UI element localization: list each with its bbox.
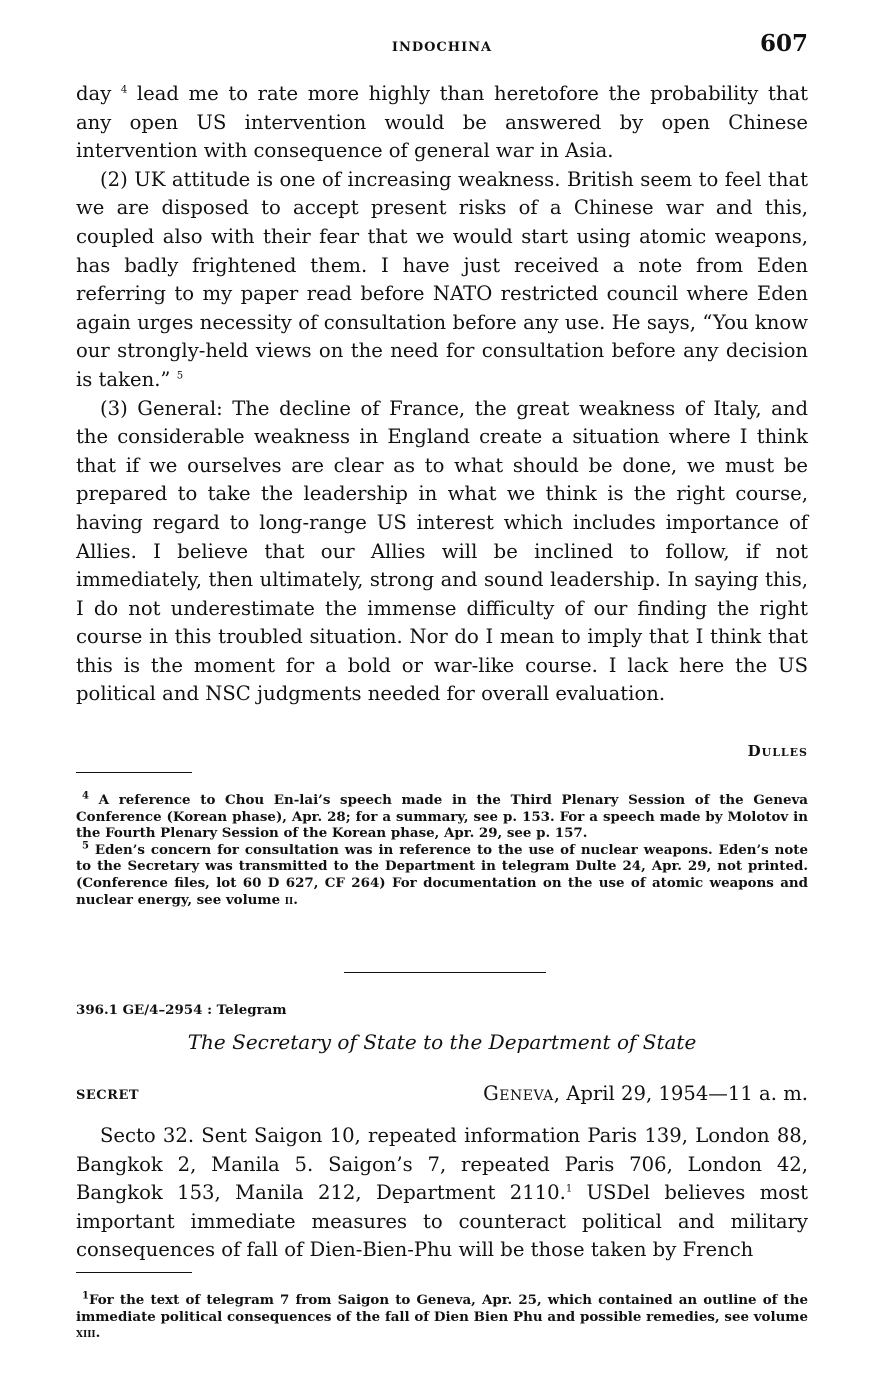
telegram-paragraph-1 [76,1122,808,1265]
dateline [483,1082,808,1105]
paragraph-2-text: (2) UK attitude is one of increasing weakness. British seem to feel that we are disposed to accept present risks of a Chinese war and this, coupled also with their fear that we would start using atomic weapons, has badly frightened them. I have just received a note from Eden referring to my paper read before NATO restricted council where Eden again urges necessity of consultation before any use. He says, “You know our strongly-held views on the need for consultation before any decision is taken.” [76,167,808,391]
footnotes-top [76,792,808,908]
footnote-ref-1: 1 [565,1183,573,1195]
paragraph-1 [76,80,808,166]
paragraph-2 [76,166,808,395]
telegram-paragraph-1-text: Secto 32. Sent Saigon 10, repeated information Paris 139, London 88, Bangkok 2, Manila 5. Saigon’s 7, repeated Paris 706, London 42, Bangkok 153, Manila 212, Department 2110. [76,1124,808,1205]
footnote-marker-5: 5 [82,840,89,852]
footnote-5-text: Eden’s concern for consultation was in reference to the use of nuclear weapons. Eden’s note to the Secretary was transmitted to the Department in telegram Dulte 24, Apr. 29, not printed. (Conference files, lot 60 D 627, CF 264) For documentation on the use of atomic weapons and nuclear energy, see volume [76,841,808,908]
footnote-4 [76,792,808,842]
footnote-ref-5: 5 [176,370,184,382]
paragraph-3 [76,395,808,710]
telegram-body [76,1122,808,1265]
footnote-rule-top [76,772,192,773]
footnote-4-text: A reference to Chou En-lai’s speech made in the Third Plenary Session of the Geneva Conference (Korean phase), Apr. 28; for a summary, see p. 153. For a speech made by Molotov in the Fourth Plenary Session of the Korean phase, Apr. 29, see p. 157. [76,792,808,842]
footnote-rule-bottom [76,1272,192,1273]
telegram-paragraph-1-rest: USDel believes most important immediate measures to counteract political and military consequences of fall of Dien-Bien-Phu will be those taken by French [76,1181,809,1262]
dateline-date: , April 29, 1954—11 a. m. [553,1082,808,1105]
running-header [76,30,808,60]
footnote-1-end: . [95,1325,101,1342]
footnote-marker-4: 4 [82,790,89,802]
document-title: The Secretary of State to the Department of State [187,1030,697,1054]
footnote-marker-1: 1 [82,1290,89,1302]
dateline-place: Geneva [483,1082,554,1105]
footnote-5-volume: ii [284,891,294,908]
signature: Dulles [747,742,808,760]
footnote-5 [76,842,808,908]
body-text [76,80,808,709]
page-number: 607 [759,30,808,57]
paragraph-1-rest: lead me to rate more highly than heretofore the probability that any open US intervention would be answered by open Chinese intervention with consequence of general war in Asia. [76,82,809,163]
footnote-1 [76,1292,808,1342]
classification-label: SECRET [76,1088,140,1103]
paragraph-1-start: day [76,82,112,105]
footnote-1-volume: xiii [76,1325,96,1342]
document-id: 396.1 GE/4–2954 : Telegram [76,1002,287,1018]
running-title: INDOCHINA [391,40,493,55]
paragraph-3-text: (3) General: The decline of France, the great weakness of Italy, and the considerable weakness in England create a situation where I think that if we ourselves are clear as to what should be done, we must be prepared to take the leadership in what we think is the right course, having regard to long-range US interest which includes importance of Allies. I believe that our Allies will be inclined to follow, if not immediately, then ultimately, strong and sound leadership. In saying this, I do not underestimate the immense difficulty of our finding the right course in this troubled situation. Nor do I mean to imply that I think that this is the moment for a bold or war-like course. I lack here the US political and NSC judgments needed for overall evaluation. [76,396,808,706]
section-divider [344,972,546,973]
footnotes-bottom [76,1292,808,1342]
footnote-5-end: . [293,891,298,908]
footnote-1-text: For the text of telegram 7 from Saigon to Geneva, Apr. 25, which contained an outline of the immediate political consequences of the fall of Dien Bien Phu and possible remedies, see volume [76,1292,808,1325]
footnote-ref-4: 4 [120,84,128,96]
